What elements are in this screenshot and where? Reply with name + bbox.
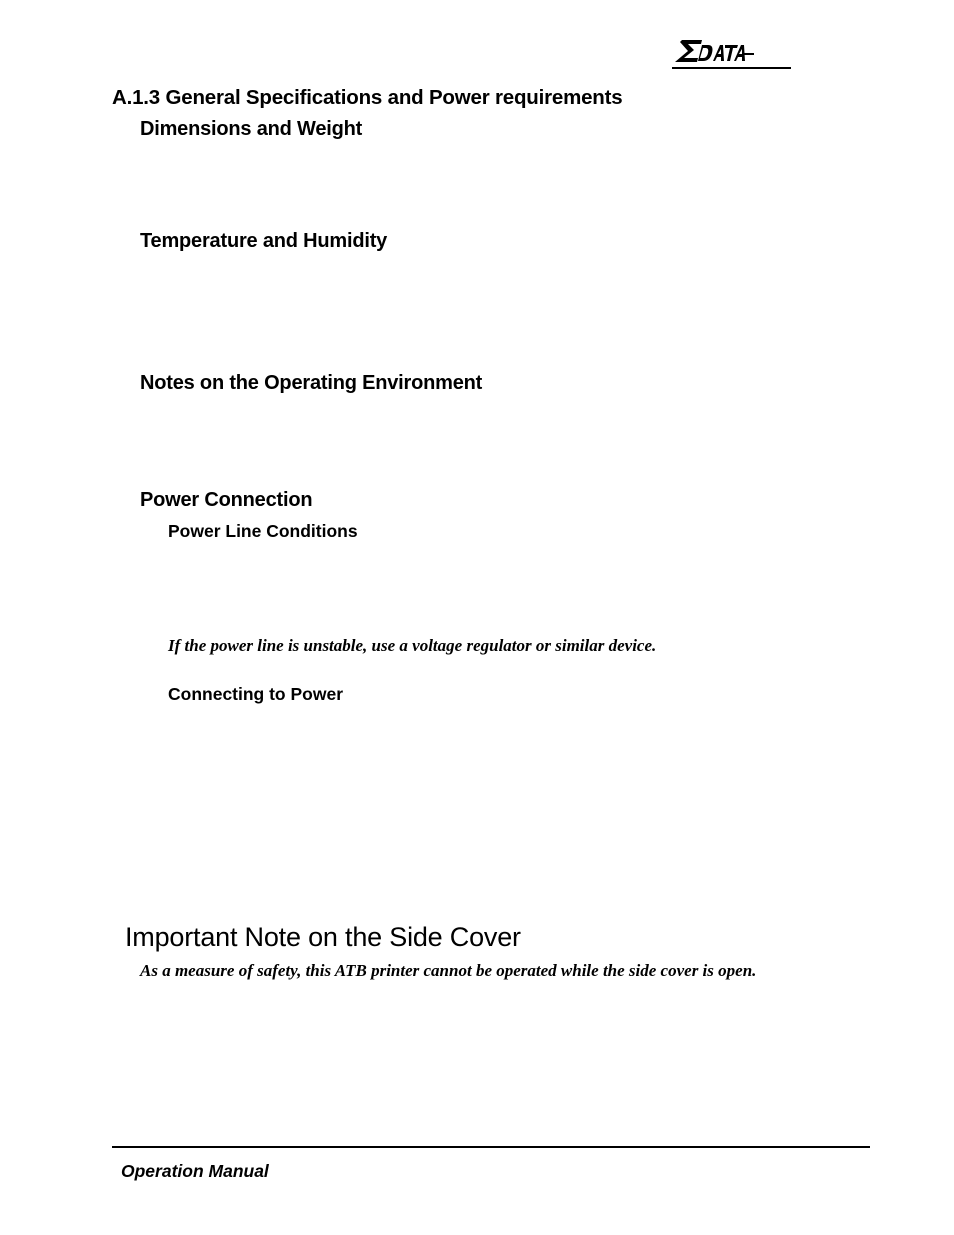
footer-label: Operation Manual bbox=[121, 1161, 269, 1181]
subsection-temperature-humidity: Temperature and Humidity bbox=[140, 230, 388, 252]
sigma-data-logo bbox=[672, 36, 791, 70]
side-cover-note: As a measure of safety, this ATB printer cannot be operated while the side cover is open. bbox=[140, 961, 757, 980]
header-rule bbox=[672, 67, 791, 69]
sigma-data-logo-icon bbox=[672, 36, 791, 70]
section-title: A.1.3 General Specifications and Power requirements bbox=[112, 86, 623, 109]
subsection-operating-environment: Notes on the Operating Environment bbox=[140, 372, 483, 394]
subsection-dimensions-weight: Dimensions and Weight bbox=[140, 118, 363, 140]
footer-rule bbox=[112, 1146, 870, 1148]
side-cover-title: Important Note on the Side Cover bbox=[125, 922, 521, 952]
subsection-power-connection: Power Connection bbox=[140, 489, 313, 511]
power-line-unstable-note: If the power line is unstable, use a voltage regulator or similar device. bbox=[168, 636, 657, 655]
heading-power-line-conditions: Power Line Conditions bbox=[168, 521, 358, 541]
heading-connecting-to-power: Connecting to Power bbox=[168, 684, 343, 704]
